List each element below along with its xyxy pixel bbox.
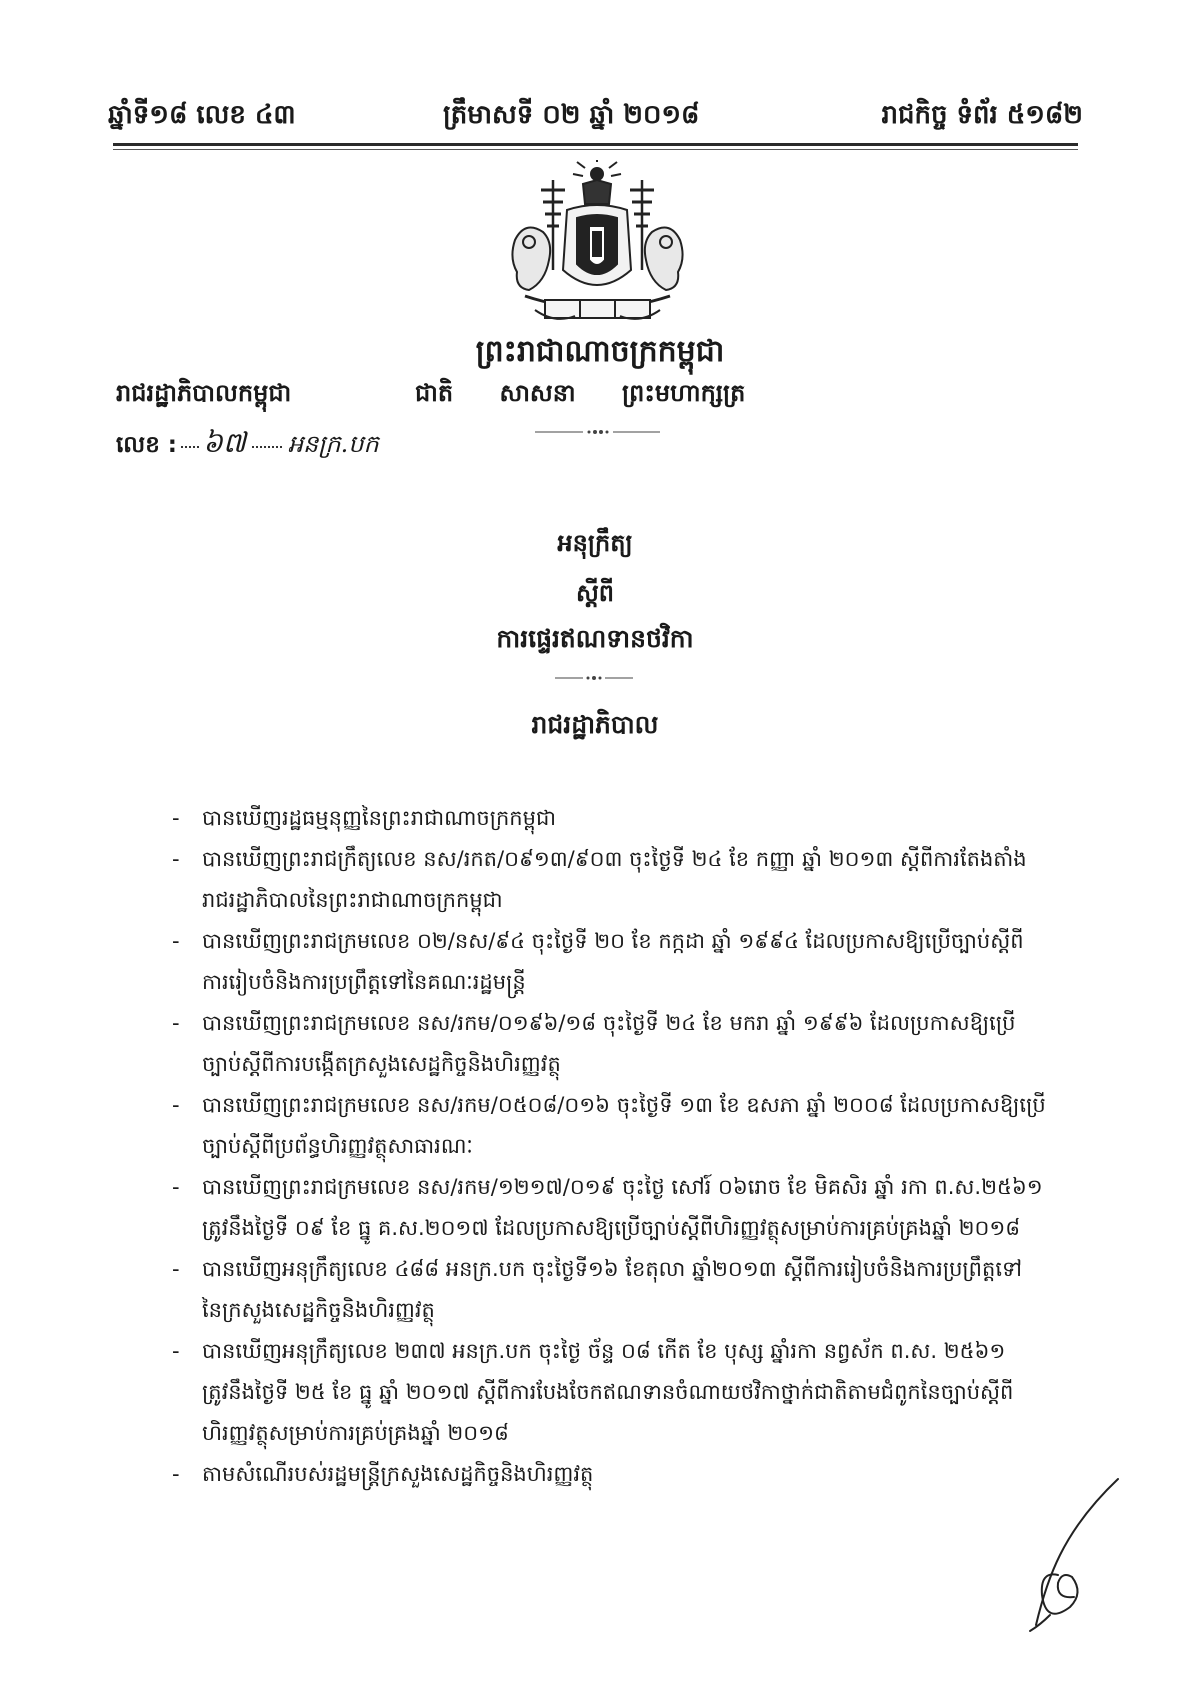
royal-coat-of-arms-emblem — [505, 160, 690, 330]
motto-king: ព្រះមហាក្សត្រ — [621, 379, 746, 407]
motto-religion: សាសនា — [499, 379, 576, 407]
gazette-date: ត្រឹមាសទី ០២ ឆ្នាំ ២០១៨ — [443, 100, 700, 130]
preamble-line: ការរៀបចំនិងការប្រព្រឹត្តទៅនៃគណៈរដ្ឋមន្ត្រី — [202, 970, 526, 994]
preamble-line: នៃក្រសួងសេដ្ឋកិច្ចនិងហិរញ្ញវត្ថុ — [202, 1298, 435, 1322]
preamble-line: បានឃើញរដ្ឋធម្មនុញ្ញនៃព្រះរាជាណាចក្រកម្ពុជា — [202, 806, 556, 830]
header-rule — [113, 143, 1078, 146]
preamble-line: បានឃើញអនុក្រឹត្យលេខ ២៣៧ អនក្រ.បក ចុះថ្ងៃ ច័ន្ទ ០៨ កើត ខែ បុស្ស ឆ្នាំរកា នព្វស័ក ព.ស. ២៥៦១ — [202, 1339, 1006, 1363]
kingdom-name: ព្រះរាជាណាចក្រកម្ពុជា — [475, 334, 725, 369]
preamble-line: ច្បាប់ស្ដីពីការបង្កើតក្រសួងសេដ្ឋកិច្ចនិងហិរញ្ញវត្ថុ — [202, 1052, 561, 1076]
government-name: រាជរដ្ឋាភិបាលកម្ពុជា — [116, 379, 292, 407]
issuing-authority: រាជរដ្ឋាភិបាល — [531, 710, 659, 739]
document-subject: ការផ្ទេរឥណទានថវិកា — [496, 624, 694, 653]
list-dash: - — [172, 1175, 180, 1199]
list-dash: - — [172, 1339, 180, 1363]
list-dash: - — [172, 1462, 180, 1486]
reference-dots — [181, 446, 199, 448]
reference-number: ៦៧ — [203, 426, 246, 459]
preamble-item — [172, 1085, 1072, 1167]
title-about: ស្ដីពី — [575, 579, 615, 607]
document-reference-number — [116, 425, 379, 466]
preamble-item — [172, 1003, 1072, 1085]
preamble-item — [172, 1167, 1072, 1249]
reference-suffix: អនក្រ.បក — [287, 430, 379, 458]
preamble-line: ហិរញ្ញវត្ថុសម្រាប់ការគ្រប់គ្រងឆ្នាំ ២០១៨ — [202, 1421, 509, 1445]
preamble-item — [172, 1249, 1072, 1331]
preamble-line: រាជរដ្ឋាភិបាលនៃព្រះរាជាណាចក្រកម្ពុជា — [202, 888, 503, 912]
preamble-line: បានឃើញព្រះរាជក្រមលេខ ០២/នស/៩៤ ចុះថ្ងៃទី ២០ ខែ កក្កដា ឆ្នាំ ១៩៩៤ ដែលប្រកាសឱ្យប្រើច្បាប់ស្ដីពី — [202, 929, 1024, 953]
reference-dots-2 — [252, 446, 282, 448]
list-dash: - — [172, 1257, 180, 1281]
reference-label: លេខ : — [116, 432, 178, 458]
motto-ornament-divider — [535, 428, 660, 430]
preamble-line: ច្បាប់ស្ដីពីប្រព័ន្ធហិរញ្ញវត្ថុសាធារណៈ — [202, 1134, 473, 1158]
list-dash: - — [172, 1011, 180, 1035]
preamble-item — [172, 1331, 1072, 1454]
header-rule-thin — [113, 149, 1078, 150]
document-type: អនុក្រឹត្យ — [557, 529, 633, 557]
list-dash: - — [172, 1093, 180, 1117]
preamble-line: បានឃើញព្រះរាជក្រមលេខ នស/រកម/០១៩៦/១៨ ចុះថ្ងៃទី ២៤ ខែ មករា ឆ្នាំ ១៩៩៦ ដែលប្រកាសឱ្យប្រើ — [202, 1011, 1016, 1035]
title-ornament-divider — [555, 674, 633, 676]
list-dash: - — [172, 847, 180, 871]
preamble-line: ត្រូវនឹងថ្ងៃទី ០៩ ខែ ធ្នូ គ.ស.២០១៧ ដែលប្រកាសឱ្យប្រើច្បាប់ស្ដីពីហិរញ្ញវត្ថុសម្រាប់ការគ្រប់គ្រងឆ្នាំ ២០១៨ — [202, 1216, 1021, 1240]
preamble-item — [172, 798, 1072, 839]
preamble-item — [172, 839, 1072, 921]
preamble-line: បានឃើញព្រះរាជក្រឹត្យលេខ នស/រកត/០៩១៣/៩០៣ ចុះថ្ងៃទី ២៤ ខែ កញ្ញា ឆ្នាំ ២០១៣ ស្ដីពីការតែងតាំង — [202, 847, 1027, 871]
national-motto — [415, 378, 745, 413]
motto-nation: ជាតិ — [415, 379, 454, 407]
preamble-line: បានឃើញព្រះរាជក្រមលេខ នស/រកម/១២១៧/០១៩ ចុះថ្ងៃ សៅរ៍ ០៦រោច ខែ មិគសិរ ឆ្នាំ រកា ព.ស.២៥៦១ — [202, 1175, 1043, 1199]
gazette-volume-issue: ឆ្នាំទី១៨ លេខ ៤៣ — [108, 100, 296, 130]
preamble-line: បានឃើញព្រះរាជក្រមលេខ នស/រកម/០៥០៨/០១៦ ចុះថ្ងៃទី ១៣ ខែ ឧសភា ឆ្នាំ ២០០៨ ដែលប្រកាសឱ្យប្រើ — [202, 1093, 1046, 1117]
preamble-item — [172, 1454, 1072, 1495]
list-dash: - — [172, 929, 180, 953]
preamble-list — [172, 798, 1072, 1495]
gazette-page-number: រាជកិច្ច ទំព័រ ៥១៨២ — [881, 100, 1083, 130]
preamble-line: បានឃើញអនុក្រឹត្យលេខ ៤៨៨ អនក្រ.បក ចុះថ្ងៃទី១៦ ខែតុលា ឆ្នាំ២០១៣ ស្ដីពីការរៀបចំនិងការប្រព្រឹត្តទៅ — [202, 1257, 1022, 1281]
handwritten-signature — [1000, 1475, 1125, 1635]
list-dash: - — [172, 806, 180, 830]
preamble-line: ត្រូវនឹងថ្ងៃទី ២៥ ខែ ធ្នូ ឆ្នាំ ២០១៧ ស្ដីពីការបែងចែកឥណទានចំណាយថវិកាថ្នាក់ជាតិតាមជំពូកនៃច្បាប់ស្ដីពី — [202, 1380, 1014, 1404]
preamble-line: តាមសំណើរបស់រដ្ឋមន្ត្រីក្រសួងសេដ្ឋកិច្ចនិងហិរញ្ញវត្ថុ — [202, 1462, 594, 1486]
preamble-item — [172, 921, 1072, 1003]
